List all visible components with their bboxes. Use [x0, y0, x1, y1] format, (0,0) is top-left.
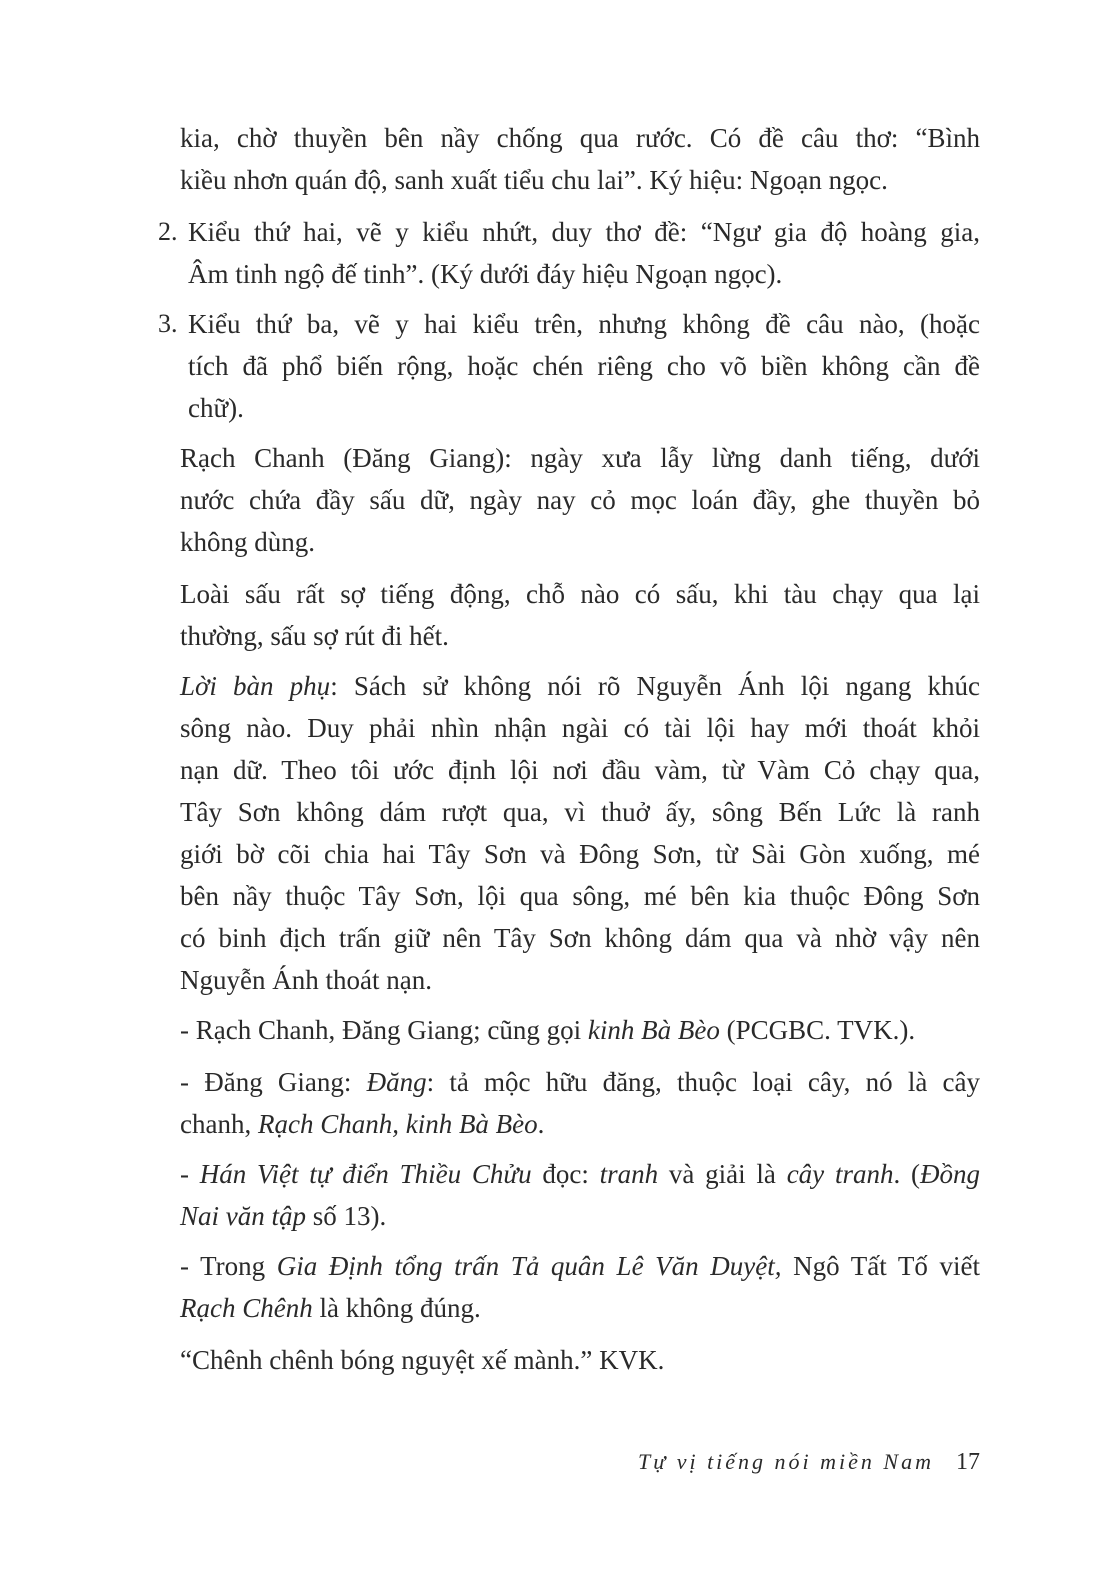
- text-run: là không đúng.: [312, 1293, 481, 1323]
- text-run: kia, chờ thuyền bên nầy chống qua rước. Có đề câu thơ: “Bình: [180, 123, 980, 153]
- text-line: [180, 159, 980, 201]
- text-line: [180, 1195, 980, 1237]
- text-run: : tả mộc hữu đăng, thuộc loại cây, nó là cây: [426, 1067, 980, 1097]
- text-line: [180, 1339, 980, 1381]
- text-line: [180, 959, 980, 1001]
- text-run: tích đã phổ biến rộng, hoặc chén riêng cho võ biền không cần đề: [188, 351, 980, 381]
- text-run: số 13).: [306, 1201, 387, 1231]
- text-line: [188, 211, 980, 253]
- text-run: đọc:: [531, 1159, 600, 1189]
- text-line: [180, 1153, 980, 1195]
- text-line: [180, 665, 980, 707]
- text-run: thường, sấu sợ rút đi hết.: [180, 621, 449, 651]
- page-number: 17: [956, 1449, 980, 1475]
- text-run: nước chứa đầy sấu dữ, ngày nay cỏ mọc loán đầy, ghe thuyền bỏ: [180, 485, 980, 515]
- text-line: [188, 253, 980, 295]
- text-line: [180, 615, 980, 657]
- text-run: (PCGBC. TVK.).: [719, 1015, 916, 1045]
- paragraph: [180, 437, 980, 563]
- item-number: 2.: [158, 217, 178, 246]
- text-run: - Đăng Giang:: [180, 1067, 367, 1097]
- italic-text: Lời bàn phụ: [180, 671, 331, 701]
- text-line: [180, 1061, 980, 1103]
- paragraph: [180, 1153, 980, 1237]
- text-run: có binh địch trấn giữ nên Tây Sơn không dám qua và nhờ vậy nên: [180, 923, 980, 953]
- text-run: “Chênh chênh bóng nguyệt xế mành.” KVK.: [180, 1345, 665, 1375]
- running-title: Tự vị tiếng nói miền Nam: [637, 1449, 934, 1474]
- numbered-item: [158, 211, 980, 295]
- text-run: Rạch Chanh (Đăng Giang): ngày xưa lẫy lừng danh tiếng, dưới: [180, 443, 980, 473]
- italic-text: kinh Bà Bèo: [587, 1015, 720, 1045]
- text-line: [180, 117, 980, 159]
- text-run: sông nào. Duy phải nhìn nhận ngài có tài lội hay mới thoát khỏi: [180, 713, 980, 743]
- italic-text: Rạch Chanh, kinh Bà Bèo: [257, 1109, 538, 1139]
- italic-text: Đăng: [366, 1067, 427, 1097]
- text-line: [180, 749, 980, 791]
- text-line: [180, 875, 980, 917]
- text-run: : Sách sử không nói rõ Nguyễn Ánh lội ngang khúc: [330, 671, 980, 701]
- text-run: không dùng.: [180, 527, 315, 557]
- italic-text: Hán Việt tự điển Thiều Chửu: [199, 1159, 532, 1189]
- text-run: giới bờ cõi chia hai Tây Sơn và Đông Sơn, từ Sài Gòn xuống, mé: [180, 839, 980, 869]
- text-run: Kiểu thứ hai, vẽ y kiểu nhứt, duy thơ đề: “Ngư gia độ hoàng gia,: [188, 217, 980, 247]
- paragraph: [180, 665, 980, 1001]
- text-run: Nguyễn Ánh thoát nạn.: [180, 965, 432, 995]
- italic-text: Gia Định tổng trấn Tả quân Lê Văn Duyệt,: [276, 1251, 782, 1281]
- text-line: [180, 791, 980, 833]
- text-line: [180, 437, 980, 479]
- italic-text: Nai văn tập: [180, 1201, 306, 1231]
- paragraph: [180, 1009, 980, 1051]
- text-run: . (: [893, 1159, 920, 1189]
- italic-text: cây tranh: [786, 1159, 894, 1189]
- text-run: .: [537, 1109, 545, 1139]
- text-run: bên nầy thuộc Tây Sơn, lội qua sông, mé bên kia thuộc Đông Sơn: [180, 881, 980, 911]
- text-run: Ngô Tất Tố viết: [781, 1251, 981, 1281]
- text-run: kiều nhơn quán độ, sanh xuất tiểu chu lai”. Ký hiệu: Ngoạn ngọc.: [180, 165, 888, 195]
- text-run: - Rạch Chanh, Đăng Giang; cũng gọi: [180, 1015, 588, 1045]
- item-number: 3.: [158, 309, 178, 338]
- text-line: [180, 1245, 980, 1287]
- text-line: [188, 345, 980, 387]
- text-line: [180, 1287, 980, 1329]
- italic-text: tranh: [599, 1159, 659, 1189]
- text-run: và giải là: [658, 1159, 787, 1189]
- paragraph: [180, 1339, 980, 1381]
- text-line: [180, 521, 980, 563]
- text-run: nạn dữ. Theo tôi ước định lội nơi đầu vàm, từ Vàm Cỏ chạy qua,: [180, 755, 980, 785]
- text-run: chữ).: [188, 393, 244, 423]
- paragraph: [180, 1061, 980, 1145]
- text-run: -: [180, 1159, 200, 1189]
- text-run: Kiểu thứ ba, vẽ y hai kiểu trên, nhưng không đề câu nào, (hoặc: [188, 309, 980, 339]
- text-run: Âm tinh ngộ đế tinh”. (Ký dưới đáy hiệu Ngoạn ngọc).: [188, 259, 783, 289]
- paragraph: [180, 117, 980, 201]
- text-line: [188, 387, 980, 429]
- italic-text: Rạch Chênh: [180, 1293, 313, 1323]
- text-run: Loài sấu rất sợ tiếng động, chỗ nào có sấu, khi tàu chạy qua lại: [180, 579, 980, 609]
- italic-text: Đồng: [920, 1159, 980, 1189]
- paragraph: [180, 1245, 980, 1329]
- page-footer: [638, 1444, 980, 1480]
- text-line: [180, 573, 980, 615]
- text-line: [180, 833, 980, 875]
- text-line: [180, 707, 980, 749]
- text-line: [180, 1103, 980, 1145]
- text-line: [180, 1009, 980, 1051]
- text-line: [188, 303, 980, 345]
- text-run: chanh,: [180, 1109, 258, 1139]
- text-run: - Trong: [180, 1251, 277, 1281]
- text-run: Tây Sơn không dám rượt qua, vì thuở ấy, sông Bến Lức là ranh: [180, 797, 980, 827]
- paragraph: [180, 573, 980, 657]
- numbered-item: [158, 303, 980, 429]
- text-line: [180, 917, 980, 959]
- text-line: [180, 479, 980, 521]
